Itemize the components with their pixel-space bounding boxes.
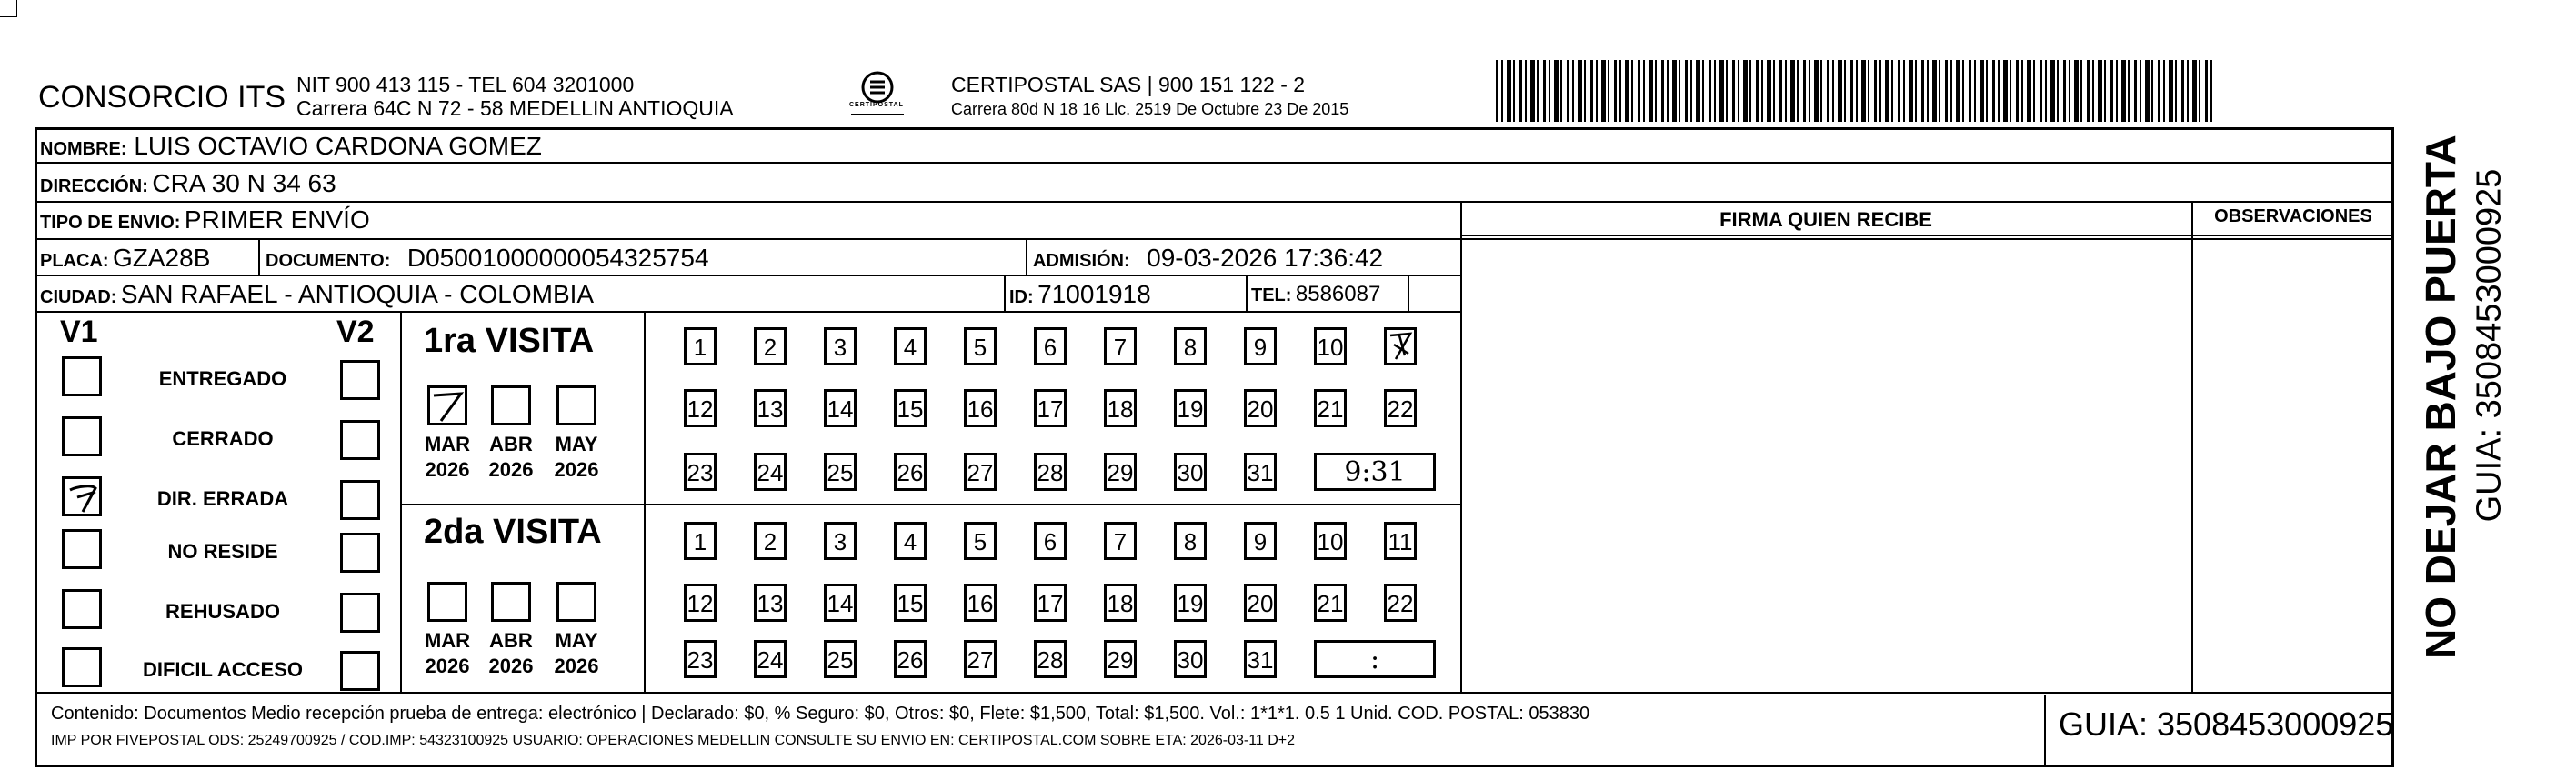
month-label: MAY — [555, 629, 598, 652]
divider — [644, 311, 646, 692]
footer-content-line: Contenido: Documentos Medio recepción prueba de entrega: electrónico | Declarado: $0, % Seguro: $0, Otros: $0, Flete: $1,500, Total: $1,500. Vol.: 1*1*1. 0.5 1 Unid. COD. POSTAL: 053830 — [51, 704, 1590, 724]
tel-label: TEL: — [1251, 285, 1292, 305]
documento-row — [266, 244, 709, 273]
month-checkbox[interactable] — [427, 582, 467, 622]
day-box[interactable]: 28 — [1034, 453, 1067, 491]
divider — [36, 692, 2393, 694]
day-box[interactable]: 6 — [1034, 522, 1067, 560]
month-checkbox[interactable] — [491, 582, 531, 622]
day-box[interactable]: 25 — [824, 640, 857, 678]
v1-checkbox[interactable] — [62, 476, 102, 516]
day-box[interactable]: 12 — [684, 389, 717, 427]
day-box[interactable]: 16 — [964, 584, 997, 622]
first-visit-title: 1ra VISITA — [424, 322, 595, 360]
month-label: MAY — [555, 433, 598, 455]
day-box[interactable]: 25 — [824, 453, 857, 491]
time-box[interactable]: : — [1314, 640, 1436, 678]
corner-mark — [0, 0, 17, 17]
day-box[interactable]: 5 — [964, 327, 997, 365]
day-box[interactable]: 8 — [1174, 522, 1207, 560]
day-box[interactable]: 9 — [1244, 327, 1277, 365]
ciudad-value: SAN RAFAEL - ANTIOQUIA - COLOMBIA — [120, 280, 595, 308]
admision-row — [1033, 244, 1383, 273]
documento-label: DOCUMENTO: — [266, 251, 391, 271]
day-box[interactable]: 10 — [1314, 522, 1347, 560]
day-box[interactable]: 14 — [824, 584, 857, 622]
admision-value: 09-03-2026 17:36:42 — [1147, 244, 1384, 272]
year-label: 2026 — [488, 458, 534, 481]
day-box[interactable]: 2 — [754, 327, 787, 365]
month-label: ABR — [489, 433, 533, 455]
day-box[interactable]: 19 — [1174, 389, 1207, 427]
day-box[interactable]: 31 — [1244, 453, 1277, 491]
divider — [1460, 235, 2393, 236]
status-label: ENTREGADO — [158, 367, 287, 390]
direccion-value: CRA 30 N 34 63 — [152, 169, 336, 197]
id-label: ID: — [1009, 287, 1034, 307]
day-box[interactable]: 23 — [684, 453, 717, 491]
day-box[interactable]: 15 — [894, 584, 927, 622]
day-box[interactable]: 28 — [1034, 640, 1067, 678]
month-label: MAR — [424, 433, 471, 455]
v1-checkbox[interactable] — [62, 647, 102, 687]
day-box[interactable]: 26 — [894, 453, 927, 491]
year-label: 2026 — [425, 458, 470, 481]
divider — [1026, 238, 1027, 275]
v2-checkbox[interactable] — [340, 360, 380, 400]
day-box[interactable]: 3 — [824, 522, 857, 560]
signature-area[interactable] — [1464, 238, 2188, 689]
day-box[interactable]: 17 — [1034, 389, 1067, 427]
company-name: CONSORCIO ITS — [38, 80, 286, 115]
day-box[interactable]: 29 — [1104, 640, 1137, 678]
year-label: 2026 — [488, 655, 534, 677]
status-label: DIFICIL ACCESO — [142, 658, 303, 681]
month-checkbox[interactable] — [427, 385, 467, 425]
v1-label: V1 — [60, 315, 98, 349]
divider — [1246, 275, 1248, 311]
footer-print-line: IMP POR FIVEPOSTAL ODS: 25249700925 / COD.IMP: 54323100925 USUARIO: OPERACIONES MEDELLIN CONSULTE SU ENVIO EN: CERTIPOSTAL.COM SOBRE ETA: 2026-03-11 D+2 — [51, 733, 1296, 748]
day-box[interactable]: 26 — [894, 640, 927, 678]
divider — [1408, 275, 1409, 311]
ciudad-label: CIUDAD: — [40, 287, 117, 307]
day-box[interactable]: 1 — [684, 327, 717, 365]
day-box[interactable]: 20 — [1244, 389, 1277, 427]
divider — [400, 311, 402, 692]
v2-checkbox[interactable] — [340, 533, 380, 573]
day-box[interactable]: 31 — [1244, 640, 1277, 678]
day-box[interactable]: 3 — [824, 327, 857, 365]
day-box[interactable]: 7 — [1104, 327, 1137, 365]
day-box[interactable]: 24 — [754, 453, 787, 491]
vertical-guia: GUIA: 3508453000925 — [2470, 168, 2509, 523]
divider — [2191, 201, 2193, 692]
day-box[interactable]: 2 — [754, 522, 787, 560]
placa-value: GZA28B — [113, 244, 211, 272]
status-label: NO RESIDE — [167, 540, 278, 563]
month-checkbox[interactable] — [556, 385, 596, 425]
divider — [1460, 201, 1462, 692]
nombre-row — [40, 132, 542, 161]
logo-caption: CERTIPOSTAL — [849, 102, 904, 108]
day-box[interactable]: 30 — [1174, 453, 1207, 491]
day-box[interactable]: 24 — [754, 640, 787, 678]
month-checkbox[interactable] — [556, 582, 596, 622]
day-box[interactable]: 27 — [964, 640, 997, 678]
day-box[interactable]: 13 — [754, 584, 787, 622]
day-box[interactable]: 4 — [894, 522, 927, 560]
certipostal-info-line2: Carrera 80d N 18 16 Llc. 2519 De Octubre 23 De 2015 — [951, 100, 1349, 118]
placa-row — [40, 244, 210, 273]
nombre-label: NOMBRE: — [40, 139, 127, 159]
admision-label: ADMISIÓN: — [1033, 251, 1130, 271]
day-box[interactable]: 22 — [1384, 389, 1417, 427]
v2-checkbox[interactable] — [340, 651, 380, 691]
direccion-label: DIRECCIÓN: — [40, 176, 148, 196]
day-box[interactable]: 8 — [1174, 327, 1207, 365]
v1-checkbox[interactable] — [62, 416, 102, 456]
day-box[interactable]: 30 — [1174, 640, 1207, 678]
certipostal-info-line1: CERTIPOSTAL SAS | 900 151 122 - 2 — [951, 73, 1306, 96]
day-box[interactable]: 27 — [964, 453, 997, 491]
company-info-line1: NIT 900 413 115 - TEL 604 3201000 — [296, 73, 635, 96]
day-box[interactable]: 18 — [1104, 584, 1137, 622]
day-box[interactable]: 19 — [1174, 584, 1207, 622]
tipo-value: PRIMER ENVÍO — [184, 205, 370, 234]
tel-value: 8586087 — [1295, 282, 1381, 306]
direccion-row — [40, 169, 336, 198]
v2-label: V2 — [336, 315, 375, 349]
day-box[interactable]: 10 — [1314, 327, 1347, 365]
firma-header: FIRMA QUIEN RECIBE — [1719, 208, 1932, 231]
v1-checkbox[interactable] — [62, 529, 102, 569]
v2-checkbox[interactable] — [340, 480, 380, 520]
divider — [36, 311, 1460, 313]
footer-guia: GUIA: 3508453000925 — [2059, 705, 2394, 743]
day-box[interactable]: 22 — [1384, 584, 1417, 622]
day-box[interactable]: 11 — [1384, 522, 1417, 560]
documento-value: D05001000000054325754 — [406, 244, 709, 272]
day-box[interactable]: 14 — [824, 389, 857, 427]
status-label: REHUSADO — [165, 600, 280, 623]
day-box[interactable]: 6 — [1034, 327, 1067, 365]
day-box[interactable]: 9 — [1244, 522, 1277, 560]
day-box[interactable]: 29 — [1104, 453, 1137, 491]
month-label: MAR — [424, 629, 471, 652]
certipostal-logo — [846, 67, 909, 122]
divider — [36, 162, 2393, 164]
no-dejar-bajo-puerta: NO DEJAR BAJO PUERTA — [2417, 135, 2464, 659]
status-label: CERRADO — [172, 427, 274, 450]
year-label: 2026 — [554, 458, 599, 481]
tipo-row — [40, 205, 370, 235]
day-box[interactable]: 21 — [1314, 584, 1347, 622]
id-value: 71001918 — [1037, 280, 1151, 308]
divider — [400, 504, 1460, 505]
v1-checkbox[interactable] — [62, 356, 102, 396]
id-row — [1009, 280, 1151, 309]
day-box[interactable]: 23 — [684, 640, 717, 678]
observations-area[interactable] — [2195, 238, 2391, 689]
day-box[interactable]: 1 — [684, 522, 717, 560]
day-box[interactable] — [1384, 327, 1417, 365]
tel-row — [1251, 282, 1380, 307]
tipo-label: TIPO DE ENVIO: — [40, 213, 181, 233]
divider — [36, 201, 2393, 203]
year-label: 2026 — [425, 655, 470, 677]
placa-label: PLACA: — [40, 251, 109, 271]
barcode — [1496, 60, 2214, 122]
v1-checkbox[interactable] — [62, 589, 102, 629]
v2-checkbox[interactable] — [340, 593, 380, 633]
second-visit-title: 2da VISITA — [424, 513, 602, 551]
day-box[interactable]: 17 — [1034, 584, 1067, 622]
month-label: ABR — [489, 629, 533, 652]
company-info-line2: Carrera 64C N 72 - 58 MEDELLIN ANTIOQUIA — [296, 96, 734, 120]
day-box[interactable]: 4 — [894, 327, 927, 365]
status-label: DIR. ERRADA — [156, 487, 289, 510]
day-box[interactable]: 5 — [964, 522, 997, 560]
day-box[interactable]: 13 — [754, 389, 787, 427]
day-box[interactable]: 20 — [1244, 584, 1277, 622]
year-label: 2026 — [554, 655, 599, 677]
divider — [258, 238, 260, 275]
divider — [1004, 275, 1006, 311]
day-box[interactable]: 16 — [964, 389, 997, 427]
day-box[interactable]: 18 — [1104, 389, 1137, 427]
ciudad-row — [40, 280, 594, 309]
day-box[interactable]: 12 — [684, 584, 717, 622]
v2-checkbox[interactable] — [340, 420, 380, 460]
day-box[interactable]: 21 — [1314, 389, 1347, 427]
day-box[interactable]: 15 — [894, 389, 927, 427]
nombre-value: LUIS OCTAVIO CARDONA GOMEZ — [134, 132, 542, 160]
time-box[interactable]: 9:31 — [1314, 453, 1436, 491]
observaciones-header: OBSERVACIONES — [2214, 206, 2372, 226]
month-checkbox[interactable] — [491, 385, 531, 425]
day-box[interactable]: 7 — [1104, 522, 1137, 560]
